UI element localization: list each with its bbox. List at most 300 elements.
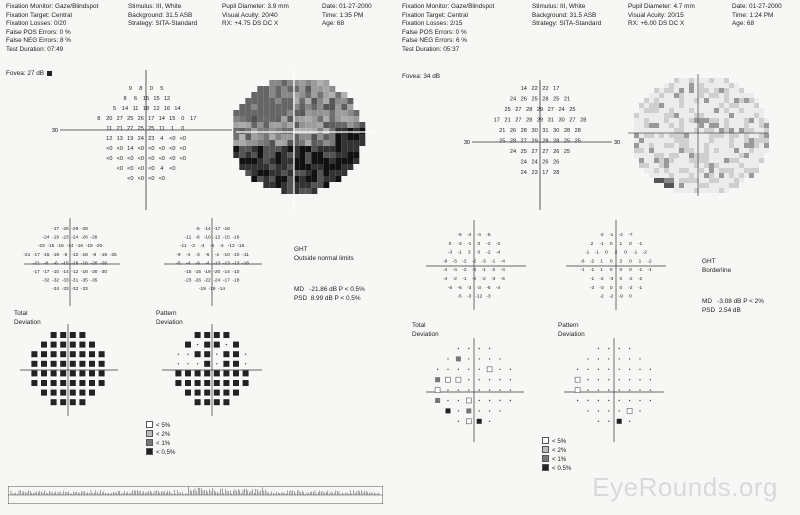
prob-symbol [41, 342, 47, 348]
gray-cell [724, 148, 729, 153]
gray-cell [659, 133, 664, 138]
prob-dot [639, 389, 640, 390]
field-value: -18 [80, 270, 88, 275]
gray-cell [674, 98, 679, 103]
gray-cell [719, 148, 724, 153]
gray-cell [275, 182, 281, 188]
field-value: 22 [542, 86, 549, 92]
field-value: 21 [563, 96, 571, 103]
gray-cell [654, 153, 659, 158]
gray-cell [233, 116, 239, 122]
gray-cell [263, 176, 269, 182]
gray-cell [669, 128, 674, 133]
gray-cell [239, 134, 245, 140]
gray-cell [704, 148, 709, 153]
gray-cell [689, 163, 694, 168]
gray-cell [699, 133, 704, 138]
prob-dot [447, 358, 448, 359]
gray-cell [634, 138, 639, 143]
gray-cell [724, 153, 729, 158]
gray-cell [684, 178, 689, 183]
field-value: 24 [558, 107, 565, 113]
pattern-label: Pattern [156, 310, 177, 317]
field-value: 28 [580, 117, 587, 124]
gray-cell [634, 113, 639, 118]
gray-cell [634, 148, 639, 153]
gray-cell [709, 178, 714, 183]
gray-cell [649, 153, 654, 158]
gray-cell [305, 158, 311, 164]
gray-cell [749, 118, 754, 123]
gray-cell [269, 182, 275, 188]
gray-cell [233, 110, 239, 116]
gray-cell [335, 116, 341, 122]
field-value: 4 [160, 136, 164, 142]
gray-cell [275, 146, 281, 152]
gray-cell [764, 118, 769, 123]
stimulus: Stimulus: III, White [532, 3, 586, 10]
prob-dot [629, 358, 630, 359]
gray-cell [263, 92, 269, 98]
gray-cell [739, 143, 744, 148]
prob-symbol [41, 351, 47, 357]
field-value: -33 [61, 278, 69, 284]
gray-cell [275, 140, 281, 146]
gray-cell [323, 146, 329, 152]
field-value: 28 [542, 138, 549, 145]
gray-cell [714, 188, 719, 193]
gray-cell [684, 78, 689, 83]
field-value: -14 [203, 227, 211, 232]
field-value: -7 [628, 233, 633, 238]
gray-cell [644, 163, 649, 168]
gray-cell [644, 103, 649, 108]
gray-cell [734, 148, 739, 153]
gray-cell [749, 168, 754, 173]
gray-cell [649, 103, 654, 108]
field-value: -15 [47, 244, 55, 250]
prob-symbol [41, 390, 47, 396]
gray-cell [335, 152, 341, 158]
gray-cell [275, 80, 281, 86]
gray-cell [659, 88, 664, 93]
prob-symbol [487, 367, 492, 372]
gray-cell [664, 128, 669, 133]
gray-cell [329, 146, 335, 152]
prob-dot [458, 369, 459, 370]
gray-cell [281, 86, 287, 92]
test-duration: Test Duration: 07:49 [6, 45, 64, 53]
prob-dot [479, 358, 480, 359]
gray-cell [341, 92, 347, 98]
gray-cell [739, 153, 744, 158]
gray-cell [754, 128, 759, 133]
gray-cell [714, 158, 719, 163]
left-header-col4 [322, 3, 372, 29]
gray-cell [311, 134, 317, 140]
gray-cell [239, 140, 245, 146]
legend-1pct [542, 455, 571, 464]
prob-symbol [79, 380, 85, 386]
gray-cell [699, 98, 704, 103]
field-value: -3 [609, 277, 614, 282]
field-value: -2 [462, 259, 467, 265]
field-value: -2 [609, 294, 614, 300]
prob-dot [468, 379, 469, 380]
prob-dot [479, 369, 480, 370]
gray-cell [724, 93, 729, 98]
field-value: 2 [614, 250, 618, 256]
field-value: -4 [185, 261, 191, 267]
gray-cell [699, 113, 704, 118]
gray-cell [754, 153, 759, 158]
gray-cell [709, 138, 714, 143]
field-value: <0 [158, 156, 165, 162]
field-value: -1 [585, 250, 590, 256]
field-value: -28 [80, 227, 88, 232]
field-value: 0 [609, 259, 613, 265]
gray-cell [679, 128, 684, 133]
gray-cell [729, 143, 734, 148]
gray-cell [353, 140, 359, 146]
field-value: 21 [504, 117, 511, 124]
gray-cell [744, 98, 749, 103]
field-value: -3 [190, 244, 195, 250]
field-value: -1 [637, 241, 643, 247]
gray-cell [729, 88, 734, 93]
field-value: 1 [638, 259, 642, 265]
gray-cell [649, 173, 654, 178]
field-value: -1 [609, 233, 614, 238]
prob-symbol [70, 351, 76, 357]
gray-cell [323, 116, 329, 122]
field-value: 12 [153, 106, 160, 112]
gray-cell [275, 176, 281, 182]
field-value: -14 [61, 270, 69, 275]
field-value: 5 [160, 86, 164, 92]
prob-symbol [243, 380, 249, 386]
gray-cell [305, 86, 311, 92]
gray-cell [714, 123, 719, 128]
prob-dot [587, 369, 588, 370]
gray-cell [323, 170, 329, 176]
gray-cell [734, 143, 739, 148]
prob-symbol [185, 342, 191, 348]
gray-cell [287, 128, 293, 134]
field-value: -1 [462, 277, 467, 282]
gray-cell [287, 170, 293, 176]
gray-cell [714, 163, 719, 168]
gray-cell [709, 168, 714, 173]
gray-cell [709, 98, 714, 103]
gray-cell [251, 134, 257, 140]
right-header-col1 [402, 3, 494, 55]
gray-cell [659, 98, 664, 103]
fixation-losses: Fixation Losses: 2/15 [402, 20, 463, 28]
prob-symbol [60, 342, 66, 348]
gray-cell [649, 138, 654, 143]
field-value: 27 [520, 138, 527, 145]
gray-cell [719, 158, 724, 163]
left-pattern-deviation-title [156, 310, 183, 327]
gray-cell [299, 158, 305, 164]
prob-dot [510, 389, 511, 390]
gray-cell [719, 118, 724, 123]
gray-cell [714, 83, 719, 88]
prob-dot [587, 400, 588, 401]
field-value: 26 [520, 96, 527, 103]
field-value: -3 [476, 285, 481, 291]
left-total-deviation-title [14, 310, 41, 327]
gray-cell [659, 143, 664, 148]
field-value: 29 [536, 117, 544, 124]
gray-cell [689, 78, 694, 83]
gray-cell [257, 152, 263, 158]
gaze-tracking-strip [8, 486, 383, 504]
field-value: -2 [647, 259, 652, 265]
gray-cell [689, 143, 694, 148]
gray-cell [684, 143, 689, 148]
gray-cell [311, 128, 317, 134]
false-pos-errors: False POS Errors: 0 % [6, 28, 71, 36]
gray-cell [245, 98, 251, 104]
gray-cell [275, 110, 281, 116]
gray-cell [689, 108, 694, 113]
left-eye-report [0, 0, 388, 515]
gray-cell [664, 123, 669, 128]
prob-symbol [31, 380, 37, 386]
prob-symbol [233, 380, 239, 386]
gray-cell [654, 133, 659, 138]
field-value: -32 [42, 278, 50, 284]
field-value: -2 [471, 277, 477, 282]
gray-cell [704, 78, 709, 83]
gray-cell [669, 143, 674, 148]
gray-cell [679, 173, 684, 178]
left-fovea-text: Fovea: 27 dB [6, 70, 45, 77]
prob-symbol [223, 380, 229, 386]
gray-cell [714, 78, 719, 83]
field-value: -1 [467, 241, 472, 247]
gray-cell [749, 108, 754, 113]
strategy: Strategy: SITA-Standard [532, 20, 602, 28]
gray-cell [329, 158, 335, 164]
gray-cell [263, 158, 269, 164]
field-value: -30 [90, 270, 98, 275]
prob-dot [619, 410, 620, 411]
gray-cell [669, 108, 674, 113]
gray-cell [654, 128, 659, 133]
gray-cell [714, 138, 719, 143]
gray-cell [679, 183, 684, 188]
left-header-col1 [6, 3, 98, 55]
field-value: -10 [232, 270, 240, 275]
gray-cell [734, 108, 739, 113]
gray-cell [679, 108, 684, 113]
field-value: -3 [447, 250, 453, 256]
field-value: -6 [205, 252, 210, 258]
gray-cell [684, 98, 689, 103]
prob-dot [479, 379, 480, 380]
gray-cell [287, 146, 293, 152]
field-value: -20 [95, 244, 103, 250]
gray-cell [744, 153, 749, 158]
field-value: -22 [203, 278, 211, 284]
field-value: -14 [222, 270, 230, 275]
gray-cell [281, 104, 287, 110]
gray-cell [679, 113, 684, 118]
fixation-monitor: Fixation Monitor: Gaze/Blindspot [402, 3, 495, 10]
prob-dot [587, 410, 588, 411]
gray-cell [719, 108, 724, 113]
field-value: -1 [647, 268, 652, 274]
field-value: 4 [160, 166, 164, 172]
prob-dot [619, 389, 620, 390]
gray-cell [317, 116, 323, 122]
field-value: 0 [629, 268, 632, 274]
gray-cell [759, 143, 764, 148]
gray-cell [335, 104, 341, 110]
gray-cell [329, 92, 335, 98]
field-value: 2 [619, 259, 623, 265]
gray-cell [275, 152, 281, 158]
legend-05-label: < 0.5% [552, 465, 572, 472]
field-value: 28 [563, 128, 571, 134]
gray-cell [305, 146, 311, 152]
gray-cell [335, 98, 341, 104]
gray-cell [239, 128, 245, 134]
prob-dot [608, 400, 609, 401]
field-value: 28 [553, 170, 560, 176]
field-value: 18 [142, 106, 150, 112]
gray-cell [764, 138, 769, 143]
test-time: Time: 1:35 PM [322, 11, 364, 19]
field-value: -9 [176, 252, 181, 258]
gray-cell [311, 146, 317, 152]
md-value: -3.08 dB P < 2% [717, 298, 764, 305]
field-value: -5 [176, 261, 181, 267]
gray-cell [679, 158, 684, 163]
left-ght [294, 246, 354, 263]
gray-cell [744, 108, 749, 113]
gray-cell [759, 128, 764, 133]
gray-cell [287, 80, 293, 86]
field-value: -6 [447, 285, 453, 291]
prob-dot [447, 389, 448, 390]
gray-cell [281, 80, 287, 86]
prob-dot [489, 410, 490, 411]
gray-cell [754, 158, 759, 163]
gray-cell [335, 122, 341, 128]
prob-dot [598, 379, 599, 380]
gray-cell [729, 113, 734, 118]
gray-cell [335, 140, 341, 146]
gray-cell [639, 143, 644, 148]
gray-cell [323, 104, 329, 110]
gray-cell [245, 116, 251, 122]
gray-cell [317, 176, 323, 182]
gray-cell [754, 108, 759, 113]
right-header-col3 [628, 3, 695, 29]
field-value: -17 [42, 270, 50, 275]
gray-cell [263, 104, 269, 110]
field-value: -11 [179, 244, 187, 250]
gray-cell [269, 104, 275, 110]
gray-cell [704, 93, 709, 98]
prob-symbol [575, 388, 580, 393]
prob-symbol [223, 390, 229, 396]
gray-cell [639, 133, 644, 138]
gray-cell [287, 164, 293, 170]
gray-cell [724, 98, 729, 103]
prob-dot [650, 379, 651, 380]
gray-cell [739, 148, 744, 153]
gray-cell [669, 113, 674, 118]
prob-symbol [195, 380, 201, 386]
gray-cell [359, 140, 365, 146]
field-value: -11 [242, 252, 249, 258]
gray-cell [714, 173, 719, 178]
gray-cell [724, 123, 729, 128]
gray-cell [644, 108, 649, 113]
gray-cell [341, 158, 347, 164]
gray-cell [329, 140, 335, 146]
prob-dot [226, 344, 227, 345]
gray-cell [729, 138, 734, 143]
gray-cell [749, 133, 754, 138]
field-value: -1 [637, 268, 643, 274]
gray-cell [341, 128, 347, 134]
gray-cell [719, 153, 724, 158]
gray-cell [251, 170, 257, 176]
gray-cell [734, 163, 739, 168]
gray-cell [299, 122, 305, 128]
gray-cell [659, 138, 664, 143]
prob-dot [608, 348, 609, 349]
gray-cell [257, 86, 263, 92]
test-date: Date: 01-27-2000 [732, 3, 782, 10]
gray-cell [269, 80, 275, 86]
gray-cell [674, 138, 679, 143]
gray-cell [644, 113, 649, 118]
gray-cell [329, 122, 335, 128]
field-value: -4 [443, 268, 448, 274]
field-value: -23 [61, 235, 69, 241]
gray-cell [739, 168, 744, 173]
gray-cell [639, 123, 644, 128]
gray-cell [729, 123, 734, 128]
prob-dot [437, 369, 438, 370]
field-value: -12 [71, 252, 79, 258]
field-value: <0 [169, 136, 176, 142]
gray-cell [299, 128, 305, 134]
gray-cell [764, 143, 769, 148]
gray-cell [674, 148, 679, 153]
gray-cell [257, 176, 263, 182]
field-value: 17 [493, 117, 500, 124]
gray-cell [724, 118, 729, 123]
field-value: -2 [486, 250, 491, 256]
test-time: Time: 1:24 PM [732, 11, 774, 19]
gray-cell [719, 178, 724, 183]
field-value: -10 [232, 252, 240, 258]
field-value: -28 [90, 235, 98, 241]
gray-cell [709, 93, 714, 98]
prob-dot [499, 358, 500, 359]
prob-symbol [214, 390, 220, 396]
prob-symbol [435, 398, 440, 403]
gray-cell [654, 103, 659, 108]
